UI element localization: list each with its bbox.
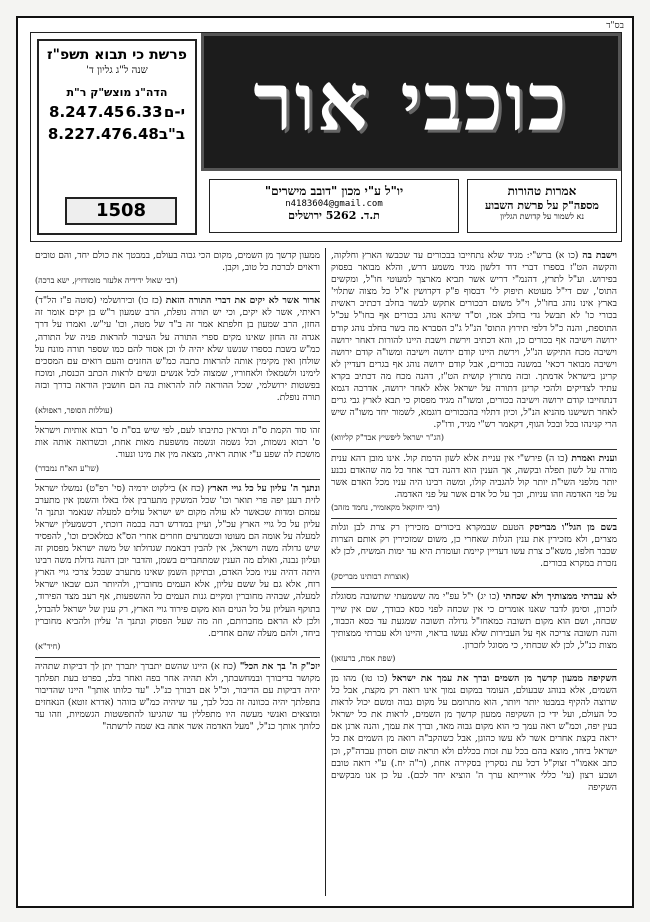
parsha-title: פרשת כי תבוא תשפ"ז	[47, 47, 187, 63]
source-reference: (רבי שאול ידידיה אלעזר מומודזיץ, ישא ברכה)	[35, 276, 178, 286]
corner-label: בס"ד	[606, 21, 624, 31]
paragraph-text: (כו יג) י"ל עפ"י מה ששמעתי שתשובה מסוגלת לזכרון, וסימן לדבר שאנו אומרים כי אין שכחה לפני כסא כבודך, שם אין שייך שכחה, ושם הוא מקום תשובה כמאחז"ל גדולה תשובה שמגעת עד כסא הכבוד, והנה תשובה צריכה אף על העבירות שלא נעשו בראוי, והיינו ולא עברתי ממצותיך מצות כנ"ל, לכן לא שכחתי, כי מסוגל לזכרון.	[331, 592, 617, 651]
paragraph-text: (כח א) בילקוט ירמיה (סי' רפ"ט) נמשלו ישראל לזית רענן יפה פרי תואר וכו' שכל המשקין מתערבין אלו באלו והשמן אין מתערב עמהם ומדות שכאשר לא עולה מקום יש ישראל עולים למעלה שנאמר ונתנך ה' עליון על כל גויי הארץ עכ"ל, ועיין במדרש רבה בכמה דוכתי, דכשמעלין ישראל למעלה על אומה הם מעוטו וכשמרעים חוזרים אחרי הס"א כמלאכים וכו', להפסיד שיש גדולה משה וישראל, אין להבין דבאמת שגדולתו של משה ישראל מפסוק זה ועליון נבנה, ואולם מה הענין שמתחברים בשמן, והדבר יובן דהנה גדולת משה רבינו היתה דהיה עניו מכל האדם, ובתיקון השמן שאינו מתערב שבכל צרכי גויי הארץ רוח, אלא גם על ששם עליון, אלא העמים מחוברין, ולהיותר הגם שבאו ישראל למעלה, שבהיה מחוברין ומקיים גנות העמים כל ההשפעות, אף רעב מצד הפירוד, בתוקף העליון על כל הגוים הוא מקום פירוד גויי הארץ, רק ענין של ישראל להבדל, ולכן לא הראם מחברותם, וזה מה שעל הפסוק ונתנך ה' עליון ולהביא מחוברין ביחד, ולהם מעלה שהם אחדים.	[35, 483, 320, 639]
subheader-subtitle: מספה"ק על פרשת השבוע	[485, 199, 599, 212]
paragraph-lead: השקיפה ממעון קדשך מן השמים וברך את עמך את ישראל	[392, 673, 617, 684]
times-row	[39, 125, 195, 143]
paragraph-text: זהו סוד הקמת ס"ת ומראין כתיבתו לעם, לפי שיש בס"ת ס' רבוא אותיות וישראל ס' רבוא נשמות, וכל נשמה ונשמה מושפעת מאות אחת, וכשרואה אותה אות מושכת לה שפע ע"י אותה ראיה, מצאה מין את מינו ונעור.	[35, 426, 320, 461]
paragraph-lead: בשם מן הגל"ו מבריסק	[529, 521, 617, 533]
times-value: 6.33	[125, 103, 163, 121]
times-city: י-ם	[163, 103, 185, 121]
paragraph-lead: ונתנך ה' עליון על כל גויי הארץ	[207, 482, 320, 494]
page-frame	[16, 16, 634, 908]
masthead	[201, 33, 621, 171]
article-body	[30, 248, 622, 896]
paragraph-lead: וענית ואמרת	[571, 452, 617, 464]
section-divider	[35, 421, 320, 422]
times-row	[39, 103, 195, 121]
issue-number: 1508	[65, 197, 177, 225]
article-paragraph	[331, 673, 617, 794]
section-divider	[35, 657, 320, 658]
source-reference: (עוללות הסופר, ראפולא)	[35, 406, 113, 416]
article-paragraph	[35, 483, 320, 653]
article-paragraph	[35, 250, 320, 287]
publisher-address: ת.ד. 5262 ירושלים	[288, 209, 380, 222]
publisher-name: יו"ל ע"י מכון "דובב מישרים"	[264, 184, 404, 198]
section-divider	[35, 291, 320, 292]
times-city: ב"ב	[158, 125, 185, 143]
article-paragraph	[35, 425, 320, 474]
source-reference: (רבי יחזקאל מקאזמיר, נחמד מזהב)	[331, 502, 440, 512]
masthead-title: כוכבי אור	[253, 55, 569, 149]
article-paragraph	[331, 453, 617, 514]
paragraph-text: הטעם שבמקרא ביכורים מזכירין רק צרת לבן וגלות מצרים, ולא מזכירין את ענין הגלות שאחרי כן, משום שמזכירין רק אותם הצרות שכבר חלפו, משא"כ צרת עשו דעדיין קיימת ועומדת היא עד ימות המשיח, לכן לא נזכרת במקרא בכורים.	[331, 522, 617, 570]
source-reference: (הג"ר ישראל ליפשיץ אבד"ק קליווא)	[331, 433, 444, 443]
section-divider	[35, 479, 320, 480]
publisher-box	[209, 179, 459, 233]
times-title: הדה"נ מוצש"ק ר"ת	[66, 86, 168, 99]
paragraph-text: (כו א) ברש"י: מגיד שלא נתחייבו בבכורים עד שכבשו הארץ וחלקוה, והקשה הט"ז בספרו דברי דוד דלשון מגיד משמע דרש, והלא מבואר בפסוק בפירוש. וע"ל לתרץ, דהנמ"י דריש אשר תביא מארצך למעוטי חו"ל, ומקשים התוס', שם די"ל מעוטא תיפוק לי' דבסוף פ"ק דקדושין א"ל כל מצוה שתלוי' בארץ אינו נוהג בחו"ל, וי"ל משום דבכורים אתקש לבשר בחלב דכתיב ראשית בכורי כו' לא תבשל גדי בחלב אמו, וס"ד שיהא נוהג בכורים אף בחו"ל עכ"ל התוספת, והנה כ"ל דלפי תירוץ התוס' הנ"ל ג"כ הסברא מה בשר בחלב נוהג קודם ירושה וישיבה אף בכורים כן, והא דכתיב וירשת וישבת היינו להורות דאחר ירושה וישיבה מכח התיקש הנ"ל, וירשת היינו קודם ירושה וישיבה ומשו"ה קודם ירושה וישיבה מבואר דכאי' במשנה בכורים, אבל קודם ירושה נוהג אף בגרים דעדיין לא קרינן בישראל אדמתך. ובזה מתורץ קושית הט"ז, דהנה מכח מה דכתיב בקרא עתיד לצדיקים ולהכי קרינן דתורה על ישראל אלא לאחר ירושה, אדרבה דגמא דנתחייבו קודם ירושה וישיבה בכורים, ומשו"ה מגיד מפסוק כי תבא לארץ גבי גרים לאחר תשישנו מהניא הנ"ל, וכיון דתלוי בהבכורים דוגמא, לשמור יחד משו"ה שיש הרי קנינהו בכל ובכל הגוף, דקאמר רש"י מגיד, ודו"ק.	[331, 251, 617, 431]
times-value: 8.24	[49, 103, 87, 121]
paragraph-text: (כו טו) מהו מן השמים, אלא בנוהג שבעולם, העומד במקום נמוך אינו רואה רק מקצת, אבל כל שרוצה להקיף במבטו יותר ויותר, הוא מתרומם על מקום גבוה ומשם יכול לראות כל העולם, ועל ידי כן השקיפה ממעון קדשך מן השמים, לראות את כל ישראל בעין יפה, וכמ"ש ראה עמך כי הוא מקום גבוה מאד, וברך את עמך, והנה ארנן אם יראה בקצת אחרים אשר לא עשו כהוגן, אבל כשהקב"ה רואה מן השמים את כל ישראל ביחד, מוצא בהם בכל עת זכות בכללם ולא תראה שום חסרון עבדה"ק, וכן כתב אאמו"ר זצוק"ל דכל עת נסקרין בסקירה אחת, (ר"ה יח.) ע"י רואה טובם ושבע רצון (עי' כללי אורייתא ערך ה' הוציא יחד לכם). על כן אנו מבקשים השקיפה	[331, 674, 617, 793]
column-right	[326, 248, 622, 896]
source-reference: (שו"ע הא"ח נמבדר)	[35, 463, 100, 473]
source-reference: (אוצרות רבותינו מבריסק)	[331, 572, 410, 582]
source-reference: (שפת אמת, ברעזאן)	[331, 653, 396, 663]
paragraph-lead: יזכ"ק ה' בך את הכל"	[239, 660, 320, 672]
source-reference: (חיד"א)	[35, 641, 61, 651]
section-divider	[331, 587, 617, 588]
paragraph-lead: ארור אשר לא יקים את דברי התורה הזאת	[165, 295, 320, 307]
paragraph-lead: וישבת בה	[582, 250, 617, 261]
times-value: 7.47	[84, 125, 122, 143]
section-divider	[331, 669, 617, 670]
article-paragraph	[331, 250, 617, 445]
paragraph-text: (כו ה) פירש"י אין עניית אלא לשון הרמת קול. אינו מובן דהא ענית מורה על לשון תפלה ובקשה, אך הענין הוא דהנה דבר אחד כל מה שהאדם נכנע יותר מלפני השי"ת יותר קול להגביה קולו, ומשה רבינו היה עניו מכל האדם אשר על פני האדמה וזהו עניות, וכך על כל אדם אשר על פני האדמה.	[331, 453, 617, 500]
section-divider	[331, 518, 617, 519]
subheader-description	[467, 179, 617, 233]
times-value: 6.48	[121, 125, 159, 143]
article-paragraph	[35, 661, 320, 734]
article-paragraph	[331, 591, 617, 665]
article-paragraph	[331, 522, 617, 583]
paragraph-text: (כז כו) ובירושלמי (סוטה פ"ז הל"ד) ראיתי, אשר לא יקים, וכי יש תורה נופלת, הרב שמעון ר"ש בן יקים אומר זה החזן, הרב שמעון בן חלפתא אמר זה ב"ד של מטה, וכו' עי"ש. ואמרו על דרך אגדה זה החזן שאינו מקים ספרי התורה על העיבור להראות פניה של התורה, כמ"ש בשבת בספרו שנשנו שלא יהיה לו וכן אסור להם כמו שספר תורה מונח על שולחן ואין מקימין אותה להראות כתבה כמ"ש החזנים והעם רואים עם המסכים לימינו ולשמאלו ולאחוריו, שמצוה לכל אנשים ונשים לראות הכתב הכנסת, ומוכח בפשטות ירושלמי, שכל ההוראה לזה להראות בה הם חושבין הוראה בדרך ובזה תורה נופלת.	[35, 296, 320, 404]
paragraph-text: (כח א) היינו שהשם יתברך יתברך יתן לך דביקות שתהיה מקושר בדיבורך ובמחשבתך, ולא תהיה אחר בפה ואחר בלב, בפרט בעת תפלתך יהיה דביקות עם הדיבור, וכ"ל אם דבורך כנ"ל. "עד כלותו אותך" היינו שהדיבור בתפלתך יהיה בכוונה זה בכל לבך, עד שיהיה כמ"ש בזוהר (אדרא זוטא) הנאחזים ומוצאים ואנשי מעשה היו מתפללין עד שהגיעו להתפשטות הגשמיות, וזהו עד כלותך אותך כנ"ל, "מעל האדמה אשר אתה בא שמה לרשתה"	[35, 661, 320, 733]
section-divider	[331, 449, 617, 450]
year-line: שנה ל"ג גליון ד'	[86, 65, 148, 76]
paragraph-text: ממעון קדשך מן השמים, מקום הכי גבוה בעולם, במבטך את כולם יחד, והם טובים וראוים לברכת כל טוב, וקבן.	[35, 251, 320, 274]
column-left	[30, 248, 326, 896]
times-value: 8.22	[47, 125, 85, 143]
times-value: 7.45	[87, 103, 125, 121]
info-box	[37, 39, 197, 235]
subheader	[201, 175, 621, 239]
article-paragraph	[35, 295, 320, 417]
subheader-note: נא לשמור על קדושת הגליון	[500, 212, 584, 221]
publisher-email[interactable]: n4183604@gmail.com	[285, 199, 383, 209]
subheader-title: אמרות טהורות	[507, 184, 577, 198]
header	[30, 32, 622, 242]
paragraph-lead: לא עברתי ממצותיך ולא שכחתי	[503, 591, 617, 603]
